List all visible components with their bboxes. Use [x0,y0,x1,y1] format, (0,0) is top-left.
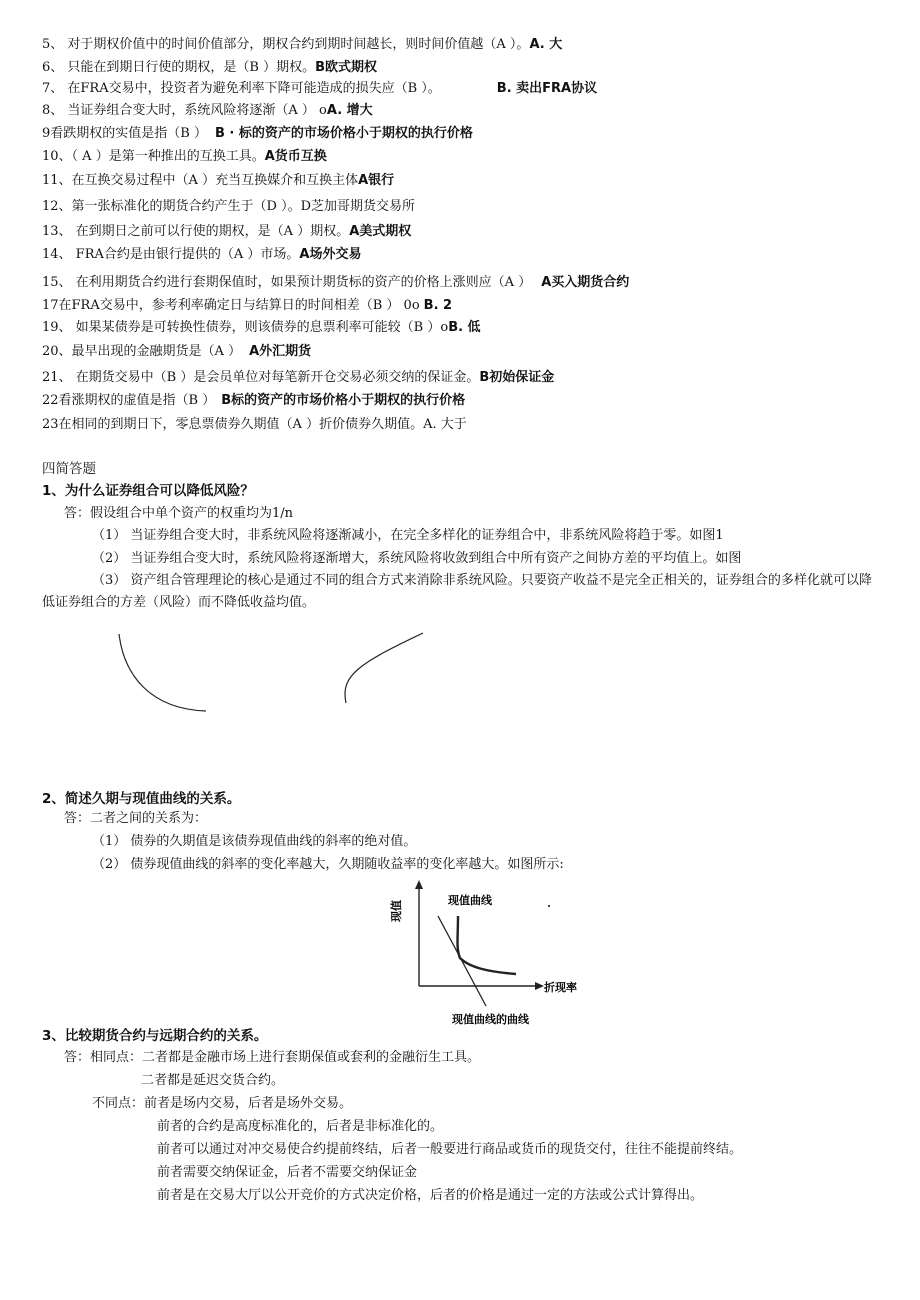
x-axis-label: 折现率 [544,981,577,994]
question-text: 5、 对于期权价值中的时间价值部分，期权合约到期时间越长，则时间价值越（A ）。 [42,37,530,52]
similarity-text: 二者都是金融市场上进行套期保值或套利的金融衍生工具。 [142,1050,481,1065]
y-axis-arrow [415,880,423,889]
question-text: 15、 在利用期货合约进行套期保值时，如果预计期货标的资产的价格上涨则应（A ） [42,275,532,290]
difference-text: 前者是场内交易，后者是场外交易。 [144,1096,353,1111]
question-text: 22看涨期权的虚值是指（B ） [42,393,216,408]
answer-intro: 答：二者之间的关系为： [64,811,208,826]
answer-text: A场外交易 [299,247,362,262]
question-text: 10、（ A ）是第一种推出的互换工具。 [42,149,265,164]
answer-text: B · 标的资产的市场价格小于期权的执行价格 [214,126,473,141]
answer-text: B. 卖出FRA协议 [496,81,598,96]
y-axis-label: 现值 [390,900,403,922]
question-text: 20、最早出现的金融期货是（A ） [42,344,242,359]
question-title: 3、比较期货合约与远期合约的关系。 [42,1028,268,1044]
question-title: 1、为什么证券组合可以降低风险？ [42,483,254,499]
mc-item [42,223,411,241]
mc-item [42,246,361,264]
mc-item [42,297,452,315]
mc-item [42,125,473,143]
mc-item [42,369,554,387]
question-text: 8、 当证券组合变大时，系统风险将逐渐（A ） o [42,103,327,118]
difference-text: 前者可以通过对冲交易使合约提前终结，后者一般要进行商品或货币的现货交付，往往不能提前终结。 [157,1142,743,1157]
question-text: 7、 在FRA交易中，投资者为避免利率下降可能造成的损失应（B ）。 [42,81,441,96]
question-text: 19、 如果某债券是可转换性债券，则该债券的息票利率可能较（B ）o [42,320,449,335]
answer-paragraph: （2） 债券现值曲线的斜率的变化率越大，久期随收益率的变化率越大。如图所示: [92,857,564,872]
mc-item [42,59,377,77]
mc-item [42,36,562,54]
mc-item [42,172,394,190]
present-value-curve [458,916,517,974]
mc-item [42,80,597,98]
answer-text: A货币互换 [264,149,327,164]
figure-caption: 现值曲线的曲线 [452,1013,529,1026]
difference-text: 前者是在交易大厅以公开竞价的方式决定价格，后者的价格是通过一定的方法或公式计算得出。 [157,1188,704,1203]
systematic-risk-curve [345,633,423,703]
answer-text: B初始保证金 [479,370,555,385]
difference-row [92,1095,352,1113]
mc-item [42,392,465,410]
present-value-figure [370,878,600,1028]
answer-paragraph: （2） 当证券组合变大时，系统风险将逐渐增大，系统风险将收敛到组合中所有资产之间协方差的平均值上。如图 [92,551,742,566]
question-text: 23在相同的到期日下，零息票债券久期值（A ）折价债券久期值。A. 大于 [42,417,467,432]
answer-text: A银行 [358,173,395,188]
answer-text: B标的资产的市场价格小于期权的执行价格 [221,393,466,408]
question-text: 21、 在期货交易中（B ）是会员单位对每笔新开仓交易必须交纳的保证金。 [42,370,480,385]
difference-label: 不同点： [92,1096,145,1111]
mc-item [42,102,373,120]
tangent-line [438,916,486,1006]
answer-paragraph: （3） 资产组合管理理论的核心是通过不同的组合方式来消除非系统风险。只要资产收益不是完全正相关的，证券组合的多样化就可以降低证券组合的方差（风险）而不降低收益均值。 [42,573,872,610]
mc-item [42,416,467,434]
answer-paragraph: （1） 当证券组合变大时，非系统风险将逐渐减小，在完全多样化的证券组合中，非系统风险将趋于零。如图1 [92,528,724,543]
answer-paragraph: （1） 债券的久期值是该债券现值曲线的斜率的绝对值。 [92,834,417,849]
mc-item [42,198,415,216]
answer-text: B. 低 [448,320,481,335]
answer-intro: 答：假设组合中单个资产的权重均为1/n [64,506,294,521]
stray-dot [548,905,550,907]
answer-text: A. 增大 [326,103,373,118]
x-axis-arrow [535,982,544,990]
similarity-row [64,1049,480,1067]
similarity-text: 二者都是延迟交货合约。 [141,1073,285,1088]
question-text: 14、 FRA合约是由银行提供的（A ）市场。 [42,247,300,262]
similarity-label: 答：相同点： [64,1050,143,1065]
difference-text: 前者需要交纳保证金，后者不需要交纳保证金 [157,1165,418,1180]
answer-text: B. 2 [423,298,453,313]
mc-item [42,319,481,337]
mc-item [42,343,311,361]
risk-curves-figure [110,625,440,720]
mc-item [42,148,327,166]
section-title: 四简答题 [42,461,96,477]
question-text: 12、第一张标准化的期货合约产生于（D ）。D芝加哥期货交易所 [42,199,416,214]
answer-text: A美式期权 [349,224,412,239]
curve-label: 现值曲线 [448,894,492,907]
answer-text: B欧式期权 [315,60,378,75]
question-text: 9看跌期权的实值是指（B ） [42,126,207,141]
nonsystematic-risk-curve [119,634,206,711]
answer-text: A买入期货合约 [541,275,630,290]
question-text: 6、 只能在到期日行使的期权，是（B ）期权。 [42,60,316,75]
question-text: 13、 在到期日之前可以行使的期权，是（A ）期权。 [42,224,350,239]
answer-text: A. 大 [529,37,563,52]
question-text: 17在FRA交易中，参考利率确定日与结算日的时间相差（B ） 0o [42,298,420,313]
question-title: 2、简述久期与现值曲线的关系。 [42,791,241,807]
question-text: 11、在互换交易过程中（A ）充当互换媒介和互换主体 [42,173,359,188]
answer-text: A外汇期货 [249,344,312,359]
mc-item [42,274,629,292]
difference-text: 前者的合约是高度标准化的，后者是非标准化的。 [157,1119,444,1134]
